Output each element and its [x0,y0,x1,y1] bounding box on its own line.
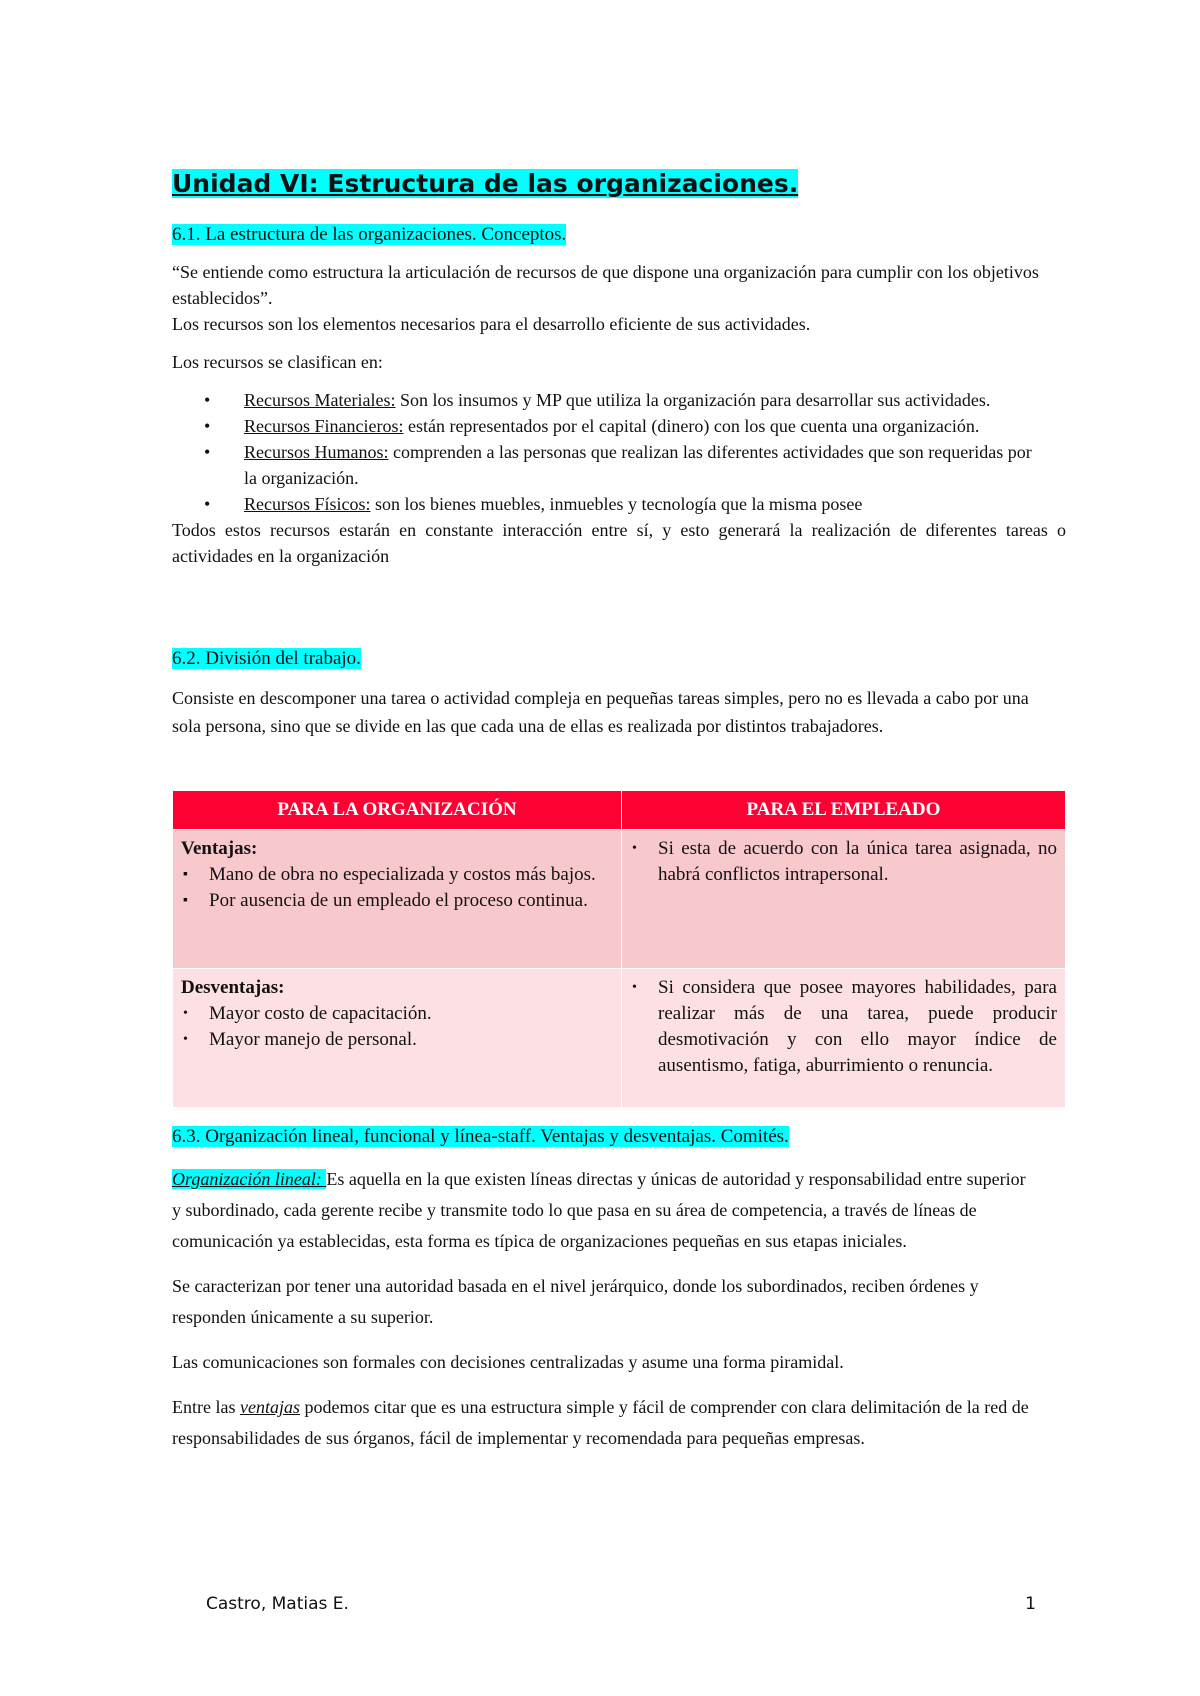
table-header: PARA LA ORGANIZACIÓN [173,791,622,830]
section-6-2 [172,646,1066,740]
paragraph: Los recursos son los elementos necesarios para el desarrollo eficiente de sus actividades. [172,314,811,334]
square-bullet-icon: ▪ [183,893,188,908]
bullet-icon: • [632,980,637,995]
paragraph: Las comunicaciones son formales con decisiones centralizadas y asume una forma piramidal. [172,1352,844,1372]
section-6-3 [172,1124,1066,1454]
section-heading: 6.3. Organización lineal, funcional y línea-staff. Ventajas y desventajas. Comités. [172,1126,789,1147]
table-cell [622,969,1066,1108]
paragraph: Consiste en descomponer una tarea o actividad compleja en pequeñas tareas simples, pero no es llevada a cabo por una sola persona, sino que se divide en las que cada una de ellas es realizada por distintos trabajadores. [172,688,1029,736]
list-item: • Recursos Financieros: están representados por el capital (dinero) con los que cuenta una organización. [172,413,1066,439]
list-item: • Recursos Materiales: Son los insumos y MP que utiliza la organización para desarrollar sus actividades. [172,387,1066,413]
paragraph: Todos estos recursos estarán en constante interacción entre sí, y esto generará la realización de diferentes tareas o actividades en la organización [172,520,1066,566]
paragraph: Se caracterizan por tener una autoridad basada en el nivel jerárquico, donde los subordinados, reciben órdenes y responden únicamente a su superior. [172,1276,979,1327]
section-heading: 6.2. División del trabajo. [172,648,361,669]
disadvantages-list [181,1001,613,1053]
list-item: • Mayor manejo de personal. [181,1027,613,1053]
section-heading: 6.1. La estructura de las organizaciones. Conceptos. [172,224,567,245]
bullet-icon: • [204,416,211,436]
table-row [173,969,1066,1108]
list-item: ▪ Por ausencia de un empleado el proceso continua. [181,888,613,914]
bullet-icon: • [632,841,637,856]
list-item: • Si considera que posee mayores habilidades, para realizar más de una tarea, puede producir desmotivación y con ello mayor índice de ausentismo, fatiga, aburrimiento o renuncia. [632,977,1057,1076]
resources-list [172,387,1066,517]
table-header: PARA EL EMPLEADO [622,791,1066,830]
table-cell [622,830,1066,969]
paragraph: Organización lineal: Es aquella en la que existen líneas directas y únicas de autoridad y responsabilidad entre superior y subordinado, cada gerente recibe y transmite todo lo que pasa en su área de competencia, a través de líneas de comunicación ya establecidas, esta forma es típica de organizaciones pequeñas en sus etapas iniciales. [172,1169,1026,1251]
table-row [173,830,1066,969]
section-6-1 [172,222,1066,569]
bullet-icon: • [183,1032,188,1047]
list-item: • Mayor costo de capacitación. [181,1001,613,1027]
list-item: • Recursos Físicos: son los bienes muebles, inmuebles y tecnología que la misma posee [172,491,1066,517]
table-cell: Desventajas: • Mayor costo de capacitación. • Mayor manejo de personal. [173,969,622,1108]
bullet-icon: • [204,442,211,462]
list-item: ▪ Mano de obra no especializada y costos más bajos. [181,862,613,888]
table-cell: Ventajas: ▪ Mano de obra no especializada y costos más bajos. ▪ Por ausencia de un empleado el proceso continua. [173,830,622,969]
paragraph: Los recursos se clasifican en: [172,352,383,372]
list-item: • Recursos Humanos: comprenden a las personas que realizan las diferentes actividades que son requeridas por la organización. [172,439,1066,491]
square-bullet-icon: ▪ [183,867,188,882]
bullet-icon: • [204,390,211,410]
bullet-icon: • [183,1006,188,1021]
paragraph: Entre las ventajas podemos citar que es una estructura simple y fácil de comprender con clara delimitación de la red de responsabilidades de sus órganos, fácil de implementar y recomendada para pequeñas empresas. [172,1397,1029,1448]
bullet-icon: • [204,494,211,514]
comparison-table [172,790,1066,1108]
page-footer [206,1594,1036,1614]
advantages-list [181,862,613,914]
quote-paragraph: “Se entiende como estructura la articulación de recursos de que dispone una organización para cumplir con los objetivos establecidos”. [172,262,1039,308]
page-number: 1 [1025,1594,1036,1614]
footer-author: Castro, Matias E. [206,1594,349,1614]
list-item: • Si esta de acuerdo con la única tarea asignada, no habrá conflictos intrapersonal. [632,838,1057,885]
page-title: Unidad VI: Estructura de las organizaciones. [172,169,799,198]
